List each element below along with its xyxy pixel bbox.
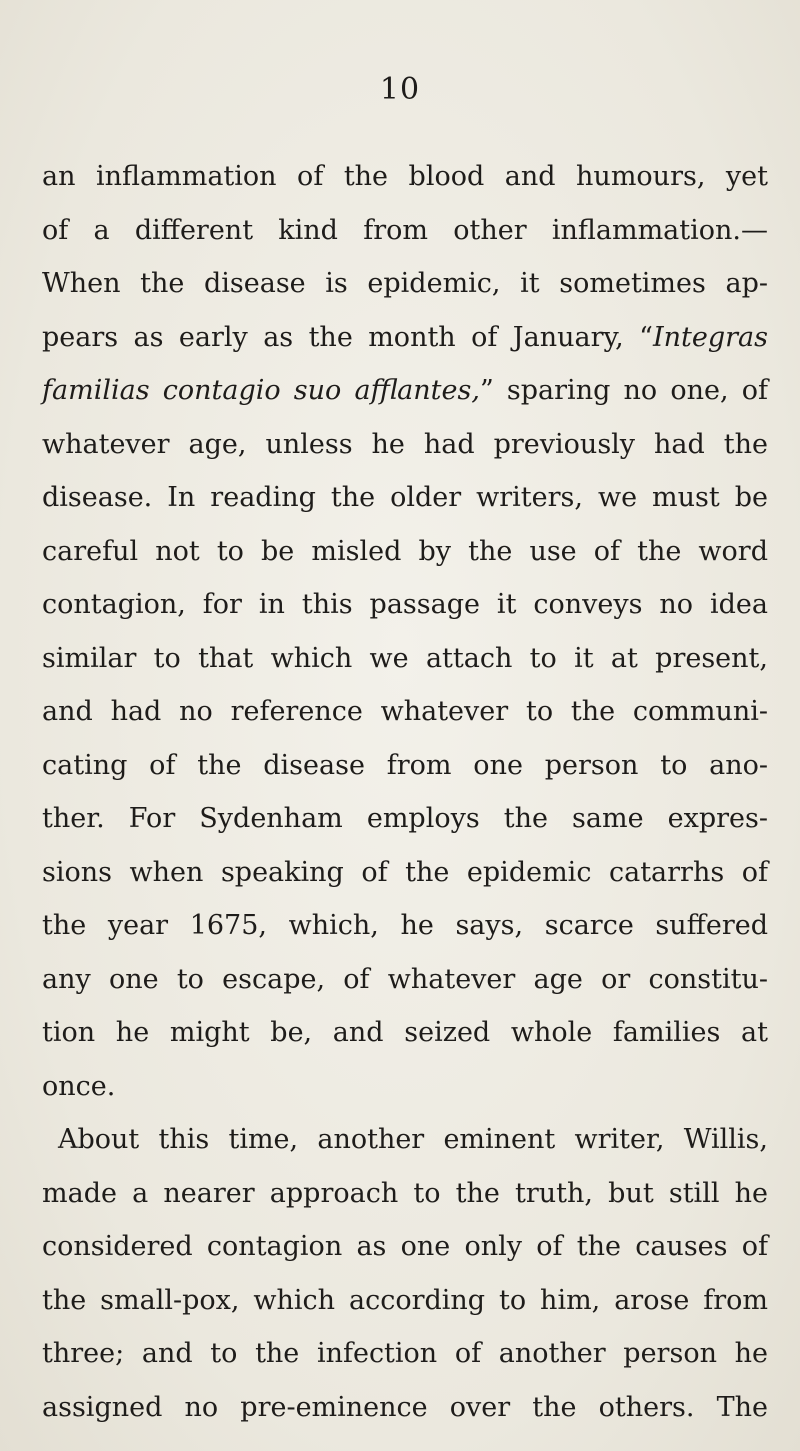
- text-line: sions when speaking of the epidemic catarrhs of: [42, 856, 768, 888]
- text-line: [42, 364, 768, 418]
- text-line: made a nearer approach to the truth, but still he: [42, 1177, 768, 1209]
- text-line: whatever age, unless he had previously had the: [42, 428, 768, 460]
- latin-phrase: familias contagio suo afflantes,: [42, 375, 480, 406]
- body-text: [42, 150, 768, 1434]
- text-line: any one to escape, of whatever age or constitu-: [42, 963, 768, 995]
- text-line: similar to that which we attach to it at present,: [42, 642, 768, 674]
- text-line: disease. In reading the older writers, we must be: [42, 482, 768, 513]
- text-line: About this time, another eminent writer, Willis,: [58, 1124, 768, 1155]
- text-line: an inflammation of the blood and humours, yet: [42, 161, 768, 192]
- text-line: tion he might be, and seized whole families at: [42, 1017, 768, 1048]
- text-line: and had no reference whatever to the communi-: [42, 696, 768, 727]
- text-line: ther. For Sydenham employs the same expres-: [42, 803, 768, 834]
- text-line: the small-pox, which according to him, arose from: [42, 1284, 768, 1316]
- text-line: cating of the disease from one person to ano-: [42, 749, 768, 781]
- text-line: [42, 311, 768, 365]
- text-line: three; and to the infection of another person he: [42, 1338, 768, 1369]
- text-line: contagion, for in this passage it conveys no idea: [42, 589, 768, 620]
- latin-phrase: Integras: [652, 321, 768, 353]
- text-line-roman: ” sparing no one, of: [479, 375, 768, 406]
- text-line: the year 1675, which, he says, scarce suffered: [42, 910, 768, 941]
- text-line: When the disease is epidemic, it sometimes ap-: [42, 268, 768, 299]
- text-line: careful not to be misled by the use of the word: [42, 535, 768, 567]
- text-line-roman: pears as early as the month of January, “: [42, 321, 653, 353]
- text-line: of a different kind from other inflammation.—: [42, 214, 768, 246]
- text-line: once.: [42, 1070, 116, 1102]
- text-line: considered contagion as one only of the causes of: [42, 1231, 768, 1262]
- text-line: assigned no pre-eminence over the others. The: [42, 1391, 768, 1423]
- page-number: 10: [379, 72, 421, 107]
